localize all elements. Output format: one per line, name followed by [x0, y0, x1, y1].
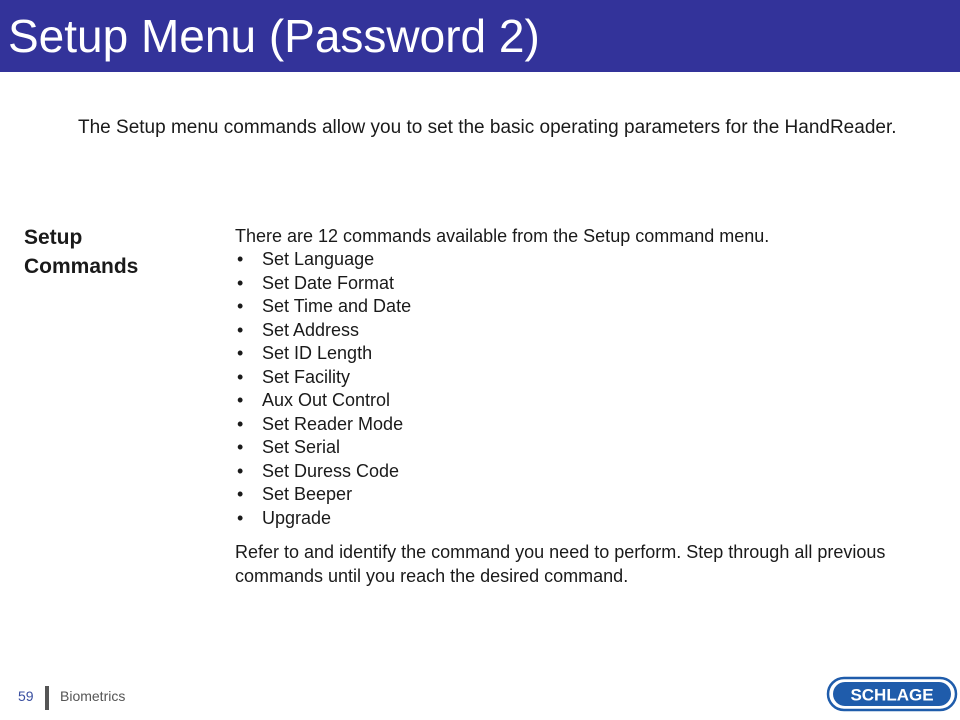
- command-label: Set Duress Code: [262, 460, 400, 481]
- footer-label: Biometrics: [60, 688, 126, 704]
- command-list: [235, 248, 950, 530]
- list-item: [235, 413, 950, 437]
- bullet-icon: •: [237, 390, 244, 410]
- command-label: Set ID Length: [262, 343, 373, 363]
- outro-text: Refer to and identify the command you need to perform. Step through all previous commands until you reach the desired command.: [235, 542, 886, 586]
- list-item: [235, 483, 950, 507]
- schlage-logo: [826, 676, 958, 712]
- list-item: [235, 272, 950, 296]
- list-item: [235, 507, 950, 531]
- command-label: Set Serial: [262, 437, 341, 457]
- command-label: Set Facility: [262, 366, 351, 387]
- bullet-icon: •: [237, 484, 244, 504]
- command-label: Aux Out Control: [262, 390, 391, 410]
- list-item: [235, 248, 950, 272]
- list-item: [235, 436, 950, 460]
- list-item: [235, 389, 950, 413]
- command-label: Upgrade: [262, 507, 332, 528]
- logo-text: SCHLAGE: [850, 685, 934, 705]
- bullet-icon: •: [237, 437, 244, 457]
- bullet-icon: •: [237, 507, 244, 528]
- title-bar: [0, 0, 960, 72]
- bullet-icon: •: [237, 413, 244, 434]
- bullet-icon: •: [237, 249, 244, 269]
- list-item: [235, 366, 950, 390]
- slide-title: Setup Menu (Password 2): [8, 10, 540, 62]
- list-item: [235, 319, 950, 343]
- intro-paragraph: The Setup menu commands allow you to set the basic operating parameters for the HandReader.: [78, 117, 897, 138]
- page-number: 59: [18, 688, 34, 704]
- list-item: [235, 295, 950, 319]
- section-heading-line1: Setup: [24, 226, 83, 249]
- bullet-icon: •: [237, 319, 244, 340]
- bullet-icon: •: [237, 460, 244, 481]
- command-label: Set Reader Mode: [262, 413, 404, 434]
- lead-text: There are 12 commands available from the Setup command menu.: [235, 226, 770, 246]
- section-heading: [24, 223, 214, 281]
- footer-divider: [45, 686, 49, 710]
- command-label: Set Beeper: [262, 484, 353, 504]
- bullet-icon: •: [237, 366, 244, 387]
- content-block: [235, 224, 950, 588]
- command-label: Set Time and Date: [262, 296, 412, 316]
- command-label: Set Language: [262, 249, 375, 269]
- list-item: [235, 342, 950, 366]
- bullet-icon: •: [237, 272, 244, 293]
- command-label: Set Date Format: [262, 272, 395, 293]
- list-item: [235, 460, 950, 484]
- bullet-icon: •: [237, 296, 244, 316]
- bullet-icon: •: [237, 343, 244, 363]
- command-label: Set Address: [262, 319, 360, 340]
- section-heading-line2: Commands: [24, 255, 139, 278]
